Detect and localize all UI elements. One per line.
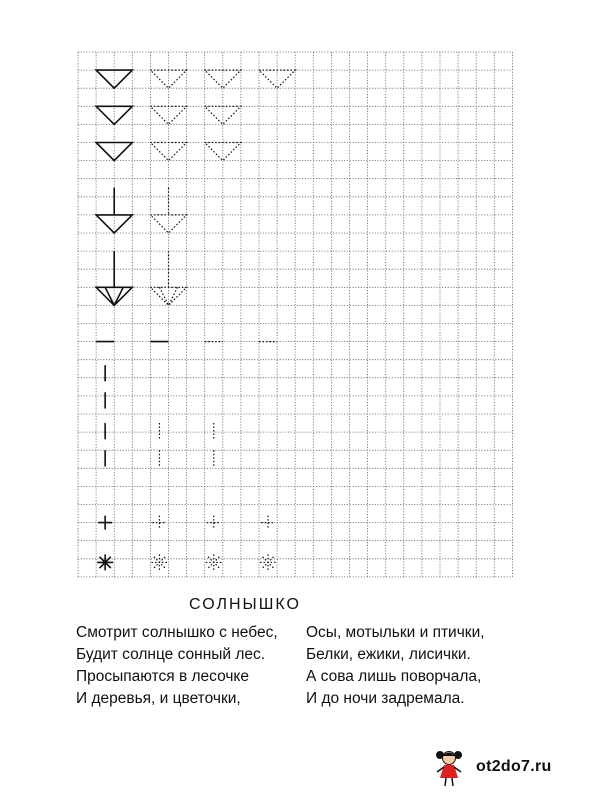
site-watermark: ot2do7.ru [476, 758, 552, 775]
poem-line: А сова лишь поворчала, [306, 668, 482, 685]
triangle-pattern [150, 70, 186, 88]
cross-pattern [207, 516, 221, 530]
triangle-pattern [96, 70, 132, 88]
poem-line: Просыпаются в лесочке [76, 668, 250, 685]
hatched-triangle-pattern [96, 251, 132, 305]
hatched-triangle-pattern [150, 251, 186, 305]
poem-stanza-right [306, 622, 485, 710]
tracing-patterns [96, 70, 295, 570]
star-pattern [206, 554, 222, 570]
poem-line: Белки, ежики, лисички. [306, 646, 471, 663]
poem-line: Будит солнце сонный лес. [76, 646, 266, 663]
poem-title: СОЛНЫШКО [189, 596, 301, 613]
triangle-pattern [259, 70, 295, 88]
girl-mascot-icon [434, 748, 464, 788]
poem-line: Смотрит солнышко с небес, [76, 624, 278, 641]
cross-pattern [98, 516, 112, 530]
poem-line: И до ночи задремала. [306, 690, 465, 707]
star-pattern [151, 554, 167, 570]
poem-line: И деревья, и цветочки, [76, 690, 241, 707]
poem-line: Осы, мотыльки и птички, [306, 624, 485, 641]
triangle-pattern [205, 70, 241, 88]
poem-stanza-left [76, 622, 278, 710]
star-pattern [260, 554, 276, 570]
star-pattern [97, 554, 113, 570]
dotted-grid [78, 52, 512, 577]
